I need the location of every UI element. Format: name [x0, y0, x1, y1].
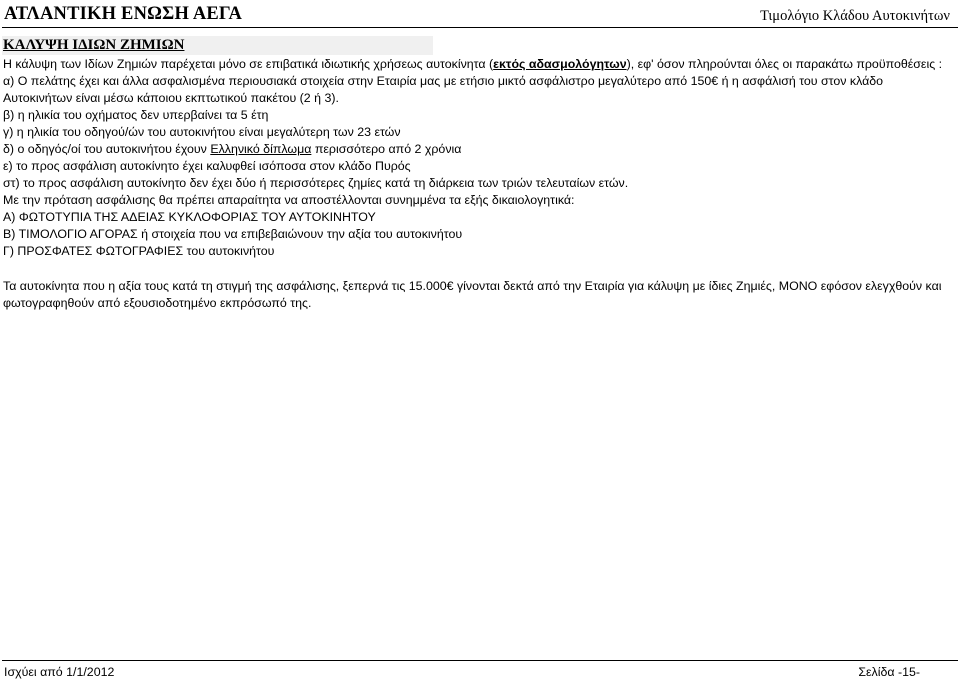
- condition-d-underlined: Ελληνικό δίπλωμα: [210, 142, 312, 156]
- note-line2: φωτογραφηθούν από εξουσιοδοτημένο εκπρόσωπό της.: [3, 296, 312, 310]
- intro-text-end: ), εφ' όσον πληρούνται όλες οι παρακάτω προϋποθέσεις :: [626, 57, 943, 71]
- document-b: Β) ΤΙΜΟΛΟΓΙΟ ΑΓΟΡΑΣ ή στοιχεία που να επιβεβαιώνουν την αξία του αυτοκινήτου: [3, 227, 463, 241]
- intro-emphasis: εκτός αδασμολόγητων: [493, 57, 627, 71]
- company-name: ΑΤΛΑΝΤΙΚΗ ΕΝΩΣΗ ΑΕΓΑ: [4, 4, 243, 24]
- effective-date: Ισχύει από 1/1/2012: [4, 665, 115, 679]
- condition-b: β) η ηλικία του οχήματος δεν υπερβαίνει τα 5 έτη: [3, 108, 269, 122]
- documents-intro: Με την πρόταση ασφάλισης θα πρέπει απαραίτητα να αποστέλλονται συνημμένα τα εξής δικαιολογητικά:: [3, 193, 575, 207]
- document-c: Γ) ΠΡΟΣΦΑΤΕΣ ΦΩΤΟΓΡΑΦΙΕΣ του αυτοκινήτου: [3, 244, 275, 258]
- intro-paragraph: [3, 56, 958, 73]
- page-footer: [2, 660, 958, 683]
- condition-d: [3, 141, 958, 158]
- section-title: ΚΑΛΥΨΗ ΙΔΙΩΝ ΖΗΜΙΩΝ: [3, 37, 185, 53]
- condition-a-line2: Αυτοκινήτων είναι μέσω κάποιου εκπτωτικού πακέτου (2 ή 3).: [3, 91, 339, 105]
- note-line1: Τα αυτοκίνητα που η αξία τους κατά τη στιγμή της ασφάλισης, ξεπερνά τις 15.000€ γίνονται δεκτά από την Εταιρία για κάλυψη με ίδιες Ζημιές, ΜΟΝΟ εφόσον ελεγχθούν και: [3, 279, 942, 293]
- intro-text-start: Η κάλυψη των Ιδίων Ζημιών παρέχεται μόνο σε επιβατικά ιδιωτικής χρήσεως αυτοκίνητα (: [3, 57, 494, 71]
- document-a: Α) ΦΩΤΟΤΥΠΙΑ ΤΗΣ ΑΔΕΙΑΣ ΚΥΚΛΟΦΟΡΙΑΣ ΤΟΥ ΑΥΤΟΚΙΝΗΤΟΥ: [3, 210, 376, 224]
- condition-d-text-start: δ) ο οδηγός/οί του αυτοκινήτου έχουν: [3, 142, 211, 156]
- page-number: Σελίδα -15-: [858, 665, 920, 679]
- condition-st: στ) το προς ασφάλιση αυτοκίνητο δεν έχει δύο ή περισσότερες ζημίες κατά τη διάρκεια των τριών τελευταίων ετών.: [3, 176, 629, 190]
- page-header: [2, 0, 958, 28]
- condition-e: ε) το προς ασφάλιση αυτοκίνητο έχει καλυφθεί ισόποσα στον κλάδο Πυρός: [3, 159, 411, 173]
- condition-c: γ) η ηλικία του οδηγού/ών του αυτοκινήτου είναι μεγαλύτερη των 23 ετών: [3, 125, 401, 139]
- condition-d-text-end: περισσότερο από 2 χρόνια: [311, 142, 462, 156]
- document-title: Τιμολόγιο Κλάδου Αυτοκινήτων: [760, 8, 950, 24]
- condition-a-line1: α) Ο πελάτης έχει και άλλα ασφαλισμένα περιουσιακά στοιχεία στην Εταιρία μας με ετήσιο μικτό ασφάλιστρο μεγαλύτερο από 150€ ή η ασφάλισή του στον κλάδο: [3, 74, 884, 88]
